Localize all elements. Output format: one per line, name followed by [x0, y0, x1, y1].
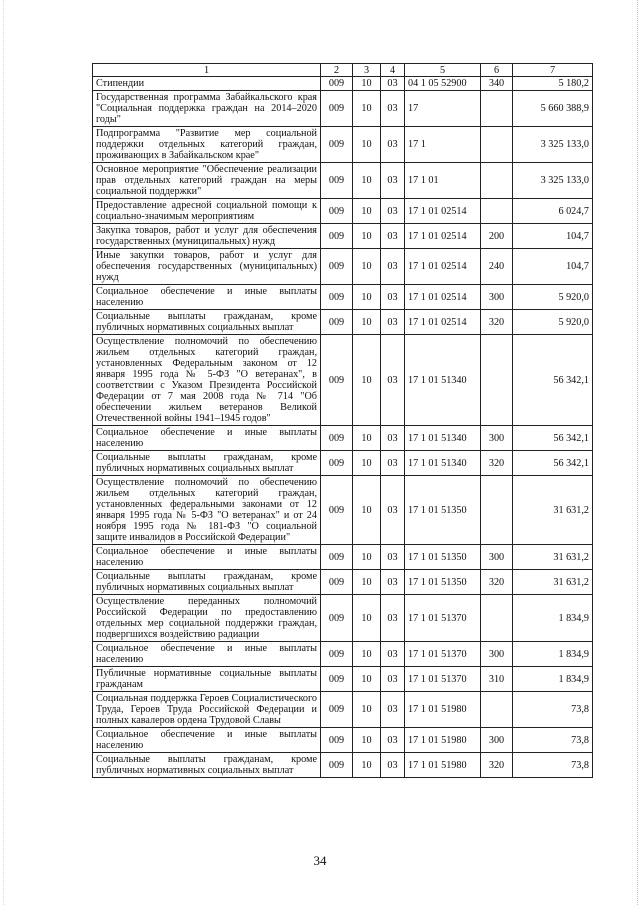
row-expense-type — [481, 127, 513, 163]
row-amount: 31 631,2 — [513, 545, 593, 570]
row-ministry-code: 009 — [321, 476, 353, 545]
table-row — [93, 451, 593, 476]
row-expense-type: 300 — [481, 426, 513, 451]
header-col-7: 7 — [513, 64, 593, 77]
page-number: 34 — [313, 853, 327, 868]
header-col-5: 5 — [405, 64, 481, 77]
row-target-article: 17 1 01 51370 — [405, 642, 481, 667]
row-name: Социальное обеспечение и иные выплаты населению — [93, 728, 321, 753]
row-target-article: 17 — [405, 91, 481, 127]
row-amount: 5 180,2 — [513, 77, 593, 91]
table-row — [93, 426, 593, 451]
row-name: Подпрограмма "Развитие мер социальной поддержки отдельных категорий граждан, проживающих в Забайкальском крае" — [93, 127, 321, 163]
row-name: Осуществление полномочий по обеспечению жильем отдельных категорий граждан, установленных федеральными законами от 12 января 1995 года № 5-ФЗ "О ветеранах" и от 24 ноября 1995 года № 181-ФЗ "О социальной защите инвалидов в Российской Федерации" — [93, 476, 321, 545]
row-ministry-code: 009 — [321, 285, 353, 310]
row-subsection: 03 — [381, 476, 405, 545]
row-expense-type — [481, 91, 513, 127]
row-subsection: 03 — [381, 595, 405, 642]
row-target-article: 17 1 01 51980 — [405, 728, 481, 753]
table-row — [93, 570, 593, 595]
row-target-article: 17 1 01 51350 — [405, 570, 481, 595]
row-target-article: 17 1 01 51980 — [405, 692, 481, 728]
row-amount: 56 342,1 — [513, 335, 593, 426]
row-name: Социальное обеспечение и иные выплаты населению — [93, 545, 321, 570]
row-name: Закупка товаров, работ и услуг для обеспечения государственных (муниципальных) нужд — [93, 224, 321, 249]
row-subsection: 03 — [381, 224, 405, 249]
table-row — [93, 728, 593, 753]
row-ministry-code: 009 — [321, 335, 353, 426]
row-subsection: 03 — [381, 163, 405, 199]
row-subsection: 03 — [381, 199, 405, 224]
row-target-article: 17 1 01 51370 — [405, 667, 481, 692]
row-ministry-code: 009 — [321, 77, 353, 91]
row-section: 10 — [353, 728, 381, 753]
row-target-article: 17 1 01 02514 — [405, 199, 481, 224]
row-section: 10 — [353, 285, 381, 310]
row-section: 10 — [353, 451, 381, 476]
table-header — [93, 64, 593, 77]
header-col-4: 4 — [381, 64, 405, 77]
row-subsection: 03 — [381, 77, 405, 91]
row-name: Социальные выплаты гражданам, кроме публичных нормативных социальных выплат — [93, 310, 321, 335]
row-amount: 73,8 — [513, 728, 593, 753]
header-col-3: 3 — [353, 64, 381, 77]
row-amount: 5 660 388,9 — [513, 91, 593, 127]
row-subsection: 03 — [381, 285, 405, 310]
row-name: Предоставление адресной социальной помощи к социально-значимым мероприятиям — [93, 199, 321, 224]
row-target-article: 04 1 05 52900 — [405, 77, 481, 91]
table-row — [93, 335, 593, 426]
row-subsection: 03 — [381, 426, 405, 451]
header-row — [93, 64, 593, 77]
row-target-article: 17 1 — [405, 127, 481, 163]
row-amount: 104,7 — [513, 224, 593, 249]
table-row — [93, 91, 593, 127]
table-row — [93, 595, 593, 642]
row-name: Социальные выплаты гражданам, кроме публичных нормативных социальных выплат — [93, 570, 321, 595]
row-expense-type: 300 — [481, 285, 513, 310]
row-amount: 3 325 133,0 — [513, 127, 593, 163]
row-ministry-code: 009 — [321, 224, 353, 249]
row-target-article: 17 1 01 51370 — [405, 595, 481, 642]
row-section: 10 — [353, 753, 381, 778]
row-name: Стипендии — [93, 77, 321, 91]
row-section: 10 — [353, 476, 381, 545]
table-row — [93, 127, 593, 163]
row-amount: 6 024,7 — [513, 199, 593, 224]
row-amount: 5 920,0 — [513, 285, 593, 310]
row-subsection: 03 — [381, 545, 405, 570]
row-subsection: 03 — [381, 667, 405, 692]
row-subsection: 03 — [381, 753, 405, 778]
row-ministry-code: 009 — [321, 127, 353, 163]
row-target-article: 17 1 01 51340 — [405, 451, 481, 476]
row-subsection: 03 — [381, 127, 405, 163]
row-section: 10 — [353, 692, 381, 728]
row-amount: 31 631,2 — [513, 570, 593, 595]
row-section: 10 — [353, 642, 381, 667]
row-expense-type — [481, 692, 513, 728]
row-ministry-code: 009 — [321, 163, 353, 199]
row-name: Государственная программа Забайкальского края "Социальная поддержка граждан на 2014–2020 годы" — [93, 91, 321, 127]
row-section: 10 — [353, 91, 381, 127]
row-target-article: 17 1 01 51340 — [405, 335, 481, 426]
row-name: Социальное обеспечение и иные выплаты населению — [93, 642, 321, 667]
row-subsection: 03 — [381, 310, 405, 335]
row-section: 10 — [353, 570, 381, 595]
table-row — [93, 753, 593, 778]
row-target-article: 17 1 01 — [405, 163, 481, 199]
row-target-article: 17 1 01 51980 — [405, 753, 481, 778]
row-subsection: 03 — [381, 728, 405, 753]
row-name: Осуществление полномочий по обеспечению жильем отдельных категорий граждан, установленных Федеральным законом от 12 января 1995 года № 5-ФЗ "О ветеранах", в соответствии с Указом Президента Российской Федерации от 7 мая 2008 года № 714 "Об обеспечении жильем ветеранов Великой Отечественной войны 1941–1945 годов" — [93, 335, 321, 426]
row-amount: 5 920,0 — [513, 310, 593, 335]
row-target-article: 17 1 01 51340 — [405, 426, 481, 451]
row-expense-type: 200 — [481, 224, 513, 249]
row-amount: 104,7 — [513, 249, 593, 285]
page-edge-right — [636, 0, 638, 905]
row-ministry-code: 009 — [321, 642, 353, 667]
row-name: Социальные выплаты гражданам, кроме публичных нормативных социальных выплат — [93, 451, 321, 476]
row-ministry-code: 009 — [321, 753, 353, 778]
row-subsection: 03 — [381, 335, 405, 426]
table-row — [93, 224, 593, 249]
row-expense-type: 240 — [481, 249, 513, 285]
budget-table — [92, 63, 593, 778]
row-expense-type — [481, 476, 513, 545]
table-row — [93, 163, 593, 199]
row-ministry-code: 009 — [321, 570, 353, 595]
row-expense-type: 320 — [481, 451, 513, 476]
row-name: Социальное обеспечение и иные выплаты населению — [93, 426, 321, 451]
row-subsection: 03 — [381, 692, 405, 728]
row-amount: 73,8 — [513, 753, 593, 778]
row-expense-type — [481, 595, 513, 642]
table-row — [93, 199, 593, 224]
row-name: Публичные нормативные социальные выплаты гражданам — [93, 667, 321, 692]
row-section: 10 — [353, 199, 381, 224]
row-amount: 56 342,1 — [513, 426, 593, 451]
table-body — [93, 77, 593, 778]
page-edge-left — [3, 0, 5, 905]
header-col-1: 1 — [93, 64, 321, 77]
row-section: 10 — [353, 426, 381, 451]
row-amount: 3 325 133,0 — [513, 163, 593, 199]
table-row — [93, 545, 593, 570]
row-name: Иные закупки товаров, работ и услуг для обеспечения государственных (муниципальных) нужд — [93, 249, 321, 285]
row-ministry-code: 009 — [321, 199, 353, 224]
row-amount: 1 834,9 — [513, 667, 593, 692]
row-expense-type: 300 — [481, 642, 513, 667]
table-row — [93, 310, 593, 335]
row-ministry-code: 009 — [321, 249, 353, 285]
row-expense-type — [481, 163, 513, 199]
row-ministry-code: 009 — [321, 426, 353, 451]
row-name: Социальные выплаты гражданам, кроме публичных нормативных социальных выплат — [93, 753, 321, 778]
row-name: Социальное обеспечение и иные выплаты населению — [93, 285, 321, 310]
row-target-article: 17 1 01 51350 — [405, 545, 481, 570]
header-col-2: 2 — [321, 64, 353, 77]
row-amount: 1 834,9 — [513, 642, 593, 667]
row-subsection: 03 — [381, 91, 405, 127]
row-name: Социальная поддержка Героев Социалистического Труда, Героев Труда Российской Федерации и полных кавалеров ордена Трудовой Славы — [93, 692, 321, 728]
row-expense-type: 300 — [481, 728, 513, 753]
row-section: 10 — [353, 595, 381, 642]
row-ministry-code: 009 — [321, 728, 353, 753]
table-row — [93, 667, 593, 692]
row-subsection: 03 — [381, 642, 405, 667]
row-subsection: 03 — [381, 451, 405, 476]
row-section: 10 — [353, 310, 381, 335]
row-ministry-code: 009 — [321, 595, 353, 642]
row-ministry-code: 009 — [321, 91, 353, 127]
row-expense-type: 300 — [481, 545, 513, 570]
row-ministry-code: 009 — [321, 451, 353, 476]
row-amount: 73,8 — [513, 692, 593, 728]
row-section: 10 — [353, 163, 381, 199]
row-expense-type — [481, 199, 513, 224]
row-subsection: 03 — [381, 570, 405, 595]
row-expense-type — [481, 335, 513, 426]
row-section: 10 — [353, 335, 381, 426]
table-row — [93, 692, 593, 728]
row-ministry-code: 009 — [321, 667, 353, 692]
table-row — [93, 285, 593, 310]
row-amount: 56 342,1 — [513, 451, 593, 476]
row-section: 10 — [353, 545, 381, 570]
row-section: 10 — [353, 127, 381, 163]
row-amount: 31 631,2 — [513, 476, 593, 545]
row-ministry-code: 009 — [321, 692, 353, 728]
row-expense-type: 340 — [481, 77, 513, 91]
table-row — [93, 476, 593, 545]
row-target-article: 17 1 01 02514 — [405, 310, 481, 335]
row-expense-type: 320 — [481, 310, 513, 335]
row-expense-type: 320 — [481, 753, 513, 778]
row-name: Основное мероприятие "Обеспечение реализации прав отдельных категорий граждан на меры социальной поддержки" — [93, 163, 321, 199]
row-target-article: 17 1 01 02514 — [405, 285, 481, 310]
row-ministry-code: 009 — [321, 545, 353, 570]
row-expense-type: 320 — [481, 570, 513, 595]
row-section: 10 — [353, 77, 381, 91]
row-section: 10 — [353, 249, 381, 285]
row-target-article: 17 1 01 51350 — [405, 476, 481, 545]
row-name: Осуществление переданных полномочий Российской Федерации по предоставлению отдельных мер социальной поддержки граждан, подвергшихся воздействию радиации — [93, 595, 321, 642]
row-section: 10 — [353, 667, 381, 692]
row-target-article: 17 1 01 02514 — [405, 224, 481, 249]
row-target-article: 17 1 01 02514 — [405, 249, 481, 285]
table-row — [93, 249, 593, 285]
header-col-6: 6 — [481, 64, 513, 77]
row-amount: 1 834,9 — [513, 595, 593, 642]
row-section: 10 — [353, 224, 381, 249]
table-row — [93, 642, 593, 667]
row-subsection: 03 — [381, 249, 405, 285]
table-row — [93, 77, 593, 91]
row-ministry-code: 009 — [321, 310, 353, 335]
row-expense-type: 310 — [481, 667, 513, 692]
